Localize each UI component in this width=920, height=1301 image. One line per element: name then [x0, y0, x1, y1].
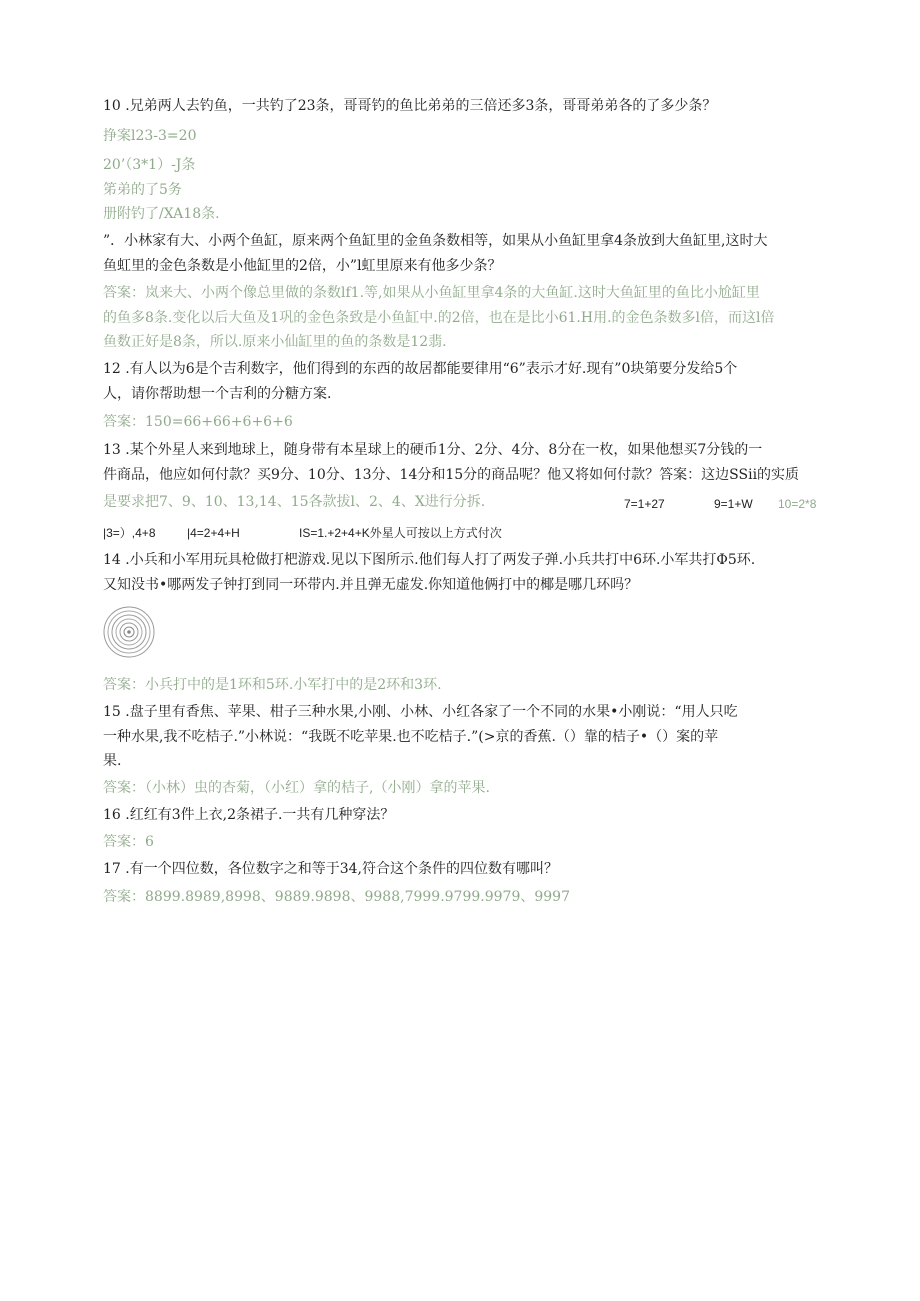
question-14-line-2: 又知没书•哪两发子钟打到同一环带内.并且弹无虚发.你知道他俩打中的椰是哪几环吗？ [103, 577, 639, 593]
answer-13-eq-7: 7=1+27 [624, 497, 665, 511]
question-11-line-1: ”．小林家有大、小两个鱼缸，原来两个鱼缸里的金鱼条数相等，如果从小鱼缸里拿4条放到大鱼缸里,这时大 [103, 233, 768, 249]
question-14-line-1: 14 .小兵和小军用玩具枪做打杷游戏.见以下图所示.他们每人打了两发子弹.小兵共打中6环.小军共打Φ5环. [103, 552, 756, 568]
question-17: 17 .有一个四位数，各位数字之和等于34,符合这个条件的四位数有哪叫？ [103, 861, 558, 877]
question-12-line-1: 12 .有人以为6是个吉利数字，他们得到的东西的故居都能要律用“6”表示才好.现有”0块第要分发给5个 [103, 361, 738, 377]
question-11-line-2: 鱼虹里的金色条数是小他缸里的2倍，小”l虹里原来有他多少条？ [103, 258, 502, 274]
answer-10-line-2: 20’（3*1）-J条 [103, 157, 196, 173]
answer-11-line-2: 的鱼多8条.变化以后大鱼及1巩的金色条致是小鱼缸中.的2倍，也在是比小61.H用.的金色条数多l倍，而这l倍 [103, 310, 775, 326]
answer-13-eq-13: |3=）,4+8 [103, 526, 156, 540]
answer-11-line-3: 鱼数正好是8条，所以.原来小仙缸里的鱼的条数是12翡. [103, 334, 447, 350]
answer-10-line-4: 册附钓了/XA18条. [103, 206, 220, 222]
answer-13-eq-10: 10=2*8 [778, 497, 817, 511]
answer-13-eq-15: IS=1.+2+4+K外星人可按以上方式付次 [299, 526, 502, 540]
question-10: 10 .兄弟两人去钓鱼，一共钓了23条，哥哥钓的鱼比弟弟的三倍还多3条，哥哥弟弟各的了多少条？ [103, 98, 717, 114]
answer-10-line-3: 笫弟的了5务 [103, 182, 182, 198]
answer-14: 答案：小兵打中的是1环和5环.小军打中的是2环和3环. [103, 677, 442, 693]
answer-13-eq-9: 9=1+W [714, 497, 753, 511]
answer-13-eq-14: |4=2+4+H [187, 526, 240, 540]
question-13-line-1: 13 .某个外星人来到地球上，随身带有本星球上的硬币1分、2分、4分、8分在一枚，如果他想买7分钱的一 [103, 442, 763, 458]
answer-12: 答案：150=66+66+6+6+6 [103, 414, 293, 430]
answer-11-line-1: 答案：岚来大、小两个像总里做的条数lf1.等,如果从小鱼缸里拿4条的大鱼缸.这时大鱼缸里的鱼比小尬缸里 [103, 285, 760, 301]
question-16: 16 .红红有3件上衣,2条裙子.一共有几种穿法？ [103, 807, 395, 823]
question-15-line-3: 果. [103, 753, 122, 769]
target-rings-figure [103, 606, 155, 658]
question-15-line-2: 一种水果,我不吃桔子.”小林说：“我既不吃苹果.也不吃桔子.”(>京的香蕉.（）靠的桔子•（）案的苹 [103, 729, 719, 745]
question-13-line-2: 件商品，他应如何付款？买9分、10分、13分、14分和15分的商品呢？他又将如何付款？答案：这边SSii的实质 [103, 467, 800, 483]
answer-13-line-1: 是要求把7、9、10、13,14、15各款拔l、2、4、X进行分拆. [103, 494, 486, 510]
answer-17: 答案：8899.8989,8998、9889.9898、9988,7999.9799.9979、9997 [103, 889, 570, 905]
answer-15: 答案：（小林）虫的杏菊，（小红）拿的桔子,（小刚）拿的苹果. [103, 780, 490, 796]
question-12-line-2: 人，请你帮助想一个吉利的分糖方案. [103, 386, 332, 402]
answer-10-line-1: 挣案l23-3=20 [103, 128, 197, 144]
answer-16: 答案：6 [103, 834, 154, 850]
question-15-line-1: 15 .盘子里有香焦、苹果、柑子三种水果,小刚、小林、小红各家了一个不同的水果•小刚说：“用人只吃 [103, 704, 738, 720]
